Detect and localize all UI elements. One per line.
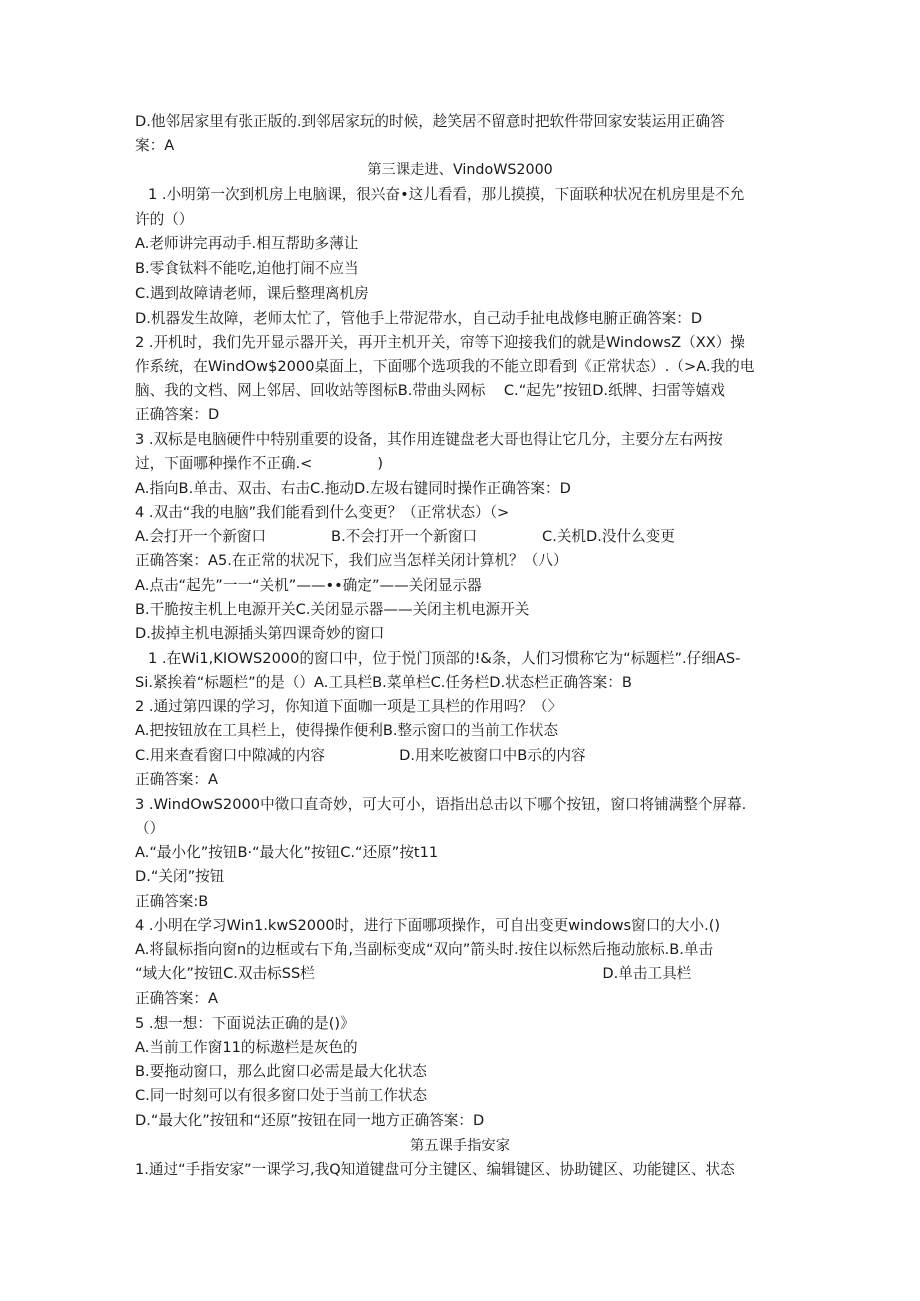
text-line: A.会打开一个新窗口 B.不会打开一个新窗口 C.关机D.没什么变更	[135, 528, 675, 545]
text-line: 3 .双标是电脑硬件中特别重要的设备，其作用连键盘老大哥也得让它几分，主要分左右两按	[135, 431, 723, 448]
text-line: Si.紧挨着“标题栏”的是（）A.工具栏B.菜单栏C.任务栏D.状态栏正确答案：B	[135, 674, 632, 691]
text-line: （）	[135, 820, 165, 837]
text-line: D.拔掉主机电源插头第四课奇妙的窗口	[135, 625, 385, 642]
text-line: D.他邻居家里有张正版的.到邻居家玩的时候，趁笑居不留意时把软件带回家安装运用正确答	[135, 113, 725, 130]
text-line: 正确答案:B	[135, 893, 209, 910]
text-line: 正确答案：A5.在正常的状况下，我们应当怎样关闭计算机？（八）	[135, 552, 568, 569]
text-line: D.“最大化”按钮和“还原”按钮在同一地方正确答案：D	[135, 1112, 485, 1129]
text-line: 脑、我的文档、网上邻居、回收站等图标B.带曲头网标 C.“起先”按钮D.纸牌、扫雷等嬉戏	[135, 382, 725, 399]
section-heading-lesson-3: 第三课走进、VindoWS2000	[367, 162, 553, 178]
text-line: A.点击“起先”一一“关机”——••确定”——关闭显示器	[135, 577, 482, 594]
text-line: A.把按钮放在工具栏上，使得操作便利B.整示窗口的当前工作状态	[135, 722, 559, 739]
text-line: A.“最小化”按钮B·“最大化”按钮C.“还原”按t11	[135, 844, 439, 861]
text-line: A.老师讲完再动手.相互帮助多薄让	[135, 235, 359, 252]
text-line: “域大化”按钮C.双击标SS栏 D.单击工具栏	[135, 965, 692, 982]
text-line: B.要拖动窗口，那么此窗口必需是最大化状态	[135, 1063, 427, 1080]
text-line: C.遇到故障请老师，课后整理离机房	[135, 285, 369, 302]
text-line: B.零食钛料不能吃,迫他打闹不应当	[135, 260, 359, 277]
text-line: 案：A	[135, 137, 175, 154]
text-line: A.将鼠标指向窗n的边框或右下角,当副标变成“双向”箭头时.按住以标然后拖动旅标.B.单击	[135, 941, 714, 958]
text-line: D.机器发生故障，老师太忙了，管他手上带泥带水，自己动手扯电战修电腑正确答案：D	[135, 310, 703, 327]
section-heading-lesson-5: 第五课手指安家	[410, 1138, 510, 1154]
text-line: 作系统，在WindOw$2000桌面上，下面哪个选项我的不能立即看到《正常状态）.（>A.我的电	[135, 358, 755, 375]
text-line: 1.通过“手指安家”一课学习,我Q知道键盘可分主键区、编辑键区、协助键区、功能键区、状态	[135, 1161, 735, 1178]
text-line: 4 .双击“我的电脑”我们能看到什么变更？（正常状态）（>	[135, 504, 510, 521]
text-line: 正确答案：D	[135, 406, 220, 423]
text-line: D.“关闭”按钮	[135, 868, 225, 885]
text-line: B.干脆按主机上电源开关C.关闭显示器——关闭主机电源开关	[135, 601, 530, 618]
text-line: 2 .开机时，我们先开显示器开关，再开主机开关，帘等下迎接我们的就是WindowsZ（XX）操	[135, 334, 745, 351]
text-line: 正确答案：A	[135, 771, 218, 788]
text-line: 1 .小明第一次到机房上电脑课，很兴奋•这儿看看，那儿摸摸，下面联种状况在机房里是不允	[148, 186, 745, 203]
text-line: C.同一时刻可以有很多窗口处于当前工作状态	[135, 1087, 428, 1104]
text-line: 过，下面哪种操作不正确.< )	[135, 455, 384, 472]
text-line: A.当前工作窗11的标遨栏是灰色的	[135, 1039, 358, 1056]
text-line: 4 .小明在学习Win1.kwS2000时，进行下面哪项操作，可自出变更windows窗口的大小.()	[135, 917, 721, 934]
text-line: 正确答案：A	[135, 990, 218, 1007]
text-line: C.用来查看窗口中隙减的内容 D.用来吃被窗口中B示的内容	[135, 747, 586, 764]
text-line: 3 .WindOwS2000中徵口直奇妙，可大可小，语指出总击以下哪个按钮，窗口将铺满整个屏幕.	[135, 796, 747, 813]
text-line: 许的（）	[135, 211, 194, 228]
text-line: A.指向B.单击、双击、右击C.拖动D.左圾右键同时操作正确答案：D	[135, 480, 571, 497]
text-line: 5 .想一想：下面说法正确的是()》	[135, 1015, 355, 1032]
text-line: 1 .在Wi1,KIOWS2000的窗口中，位于悦门顶部的!&条，人们习惯称它为“标题栏”.仔细AS-	[148, 650, 741, 667]
text-line: 2 .通过第四课的学习，你知道下面咖一项是工具栏的作用吗？（〉	[135, 698, 563, 715]
